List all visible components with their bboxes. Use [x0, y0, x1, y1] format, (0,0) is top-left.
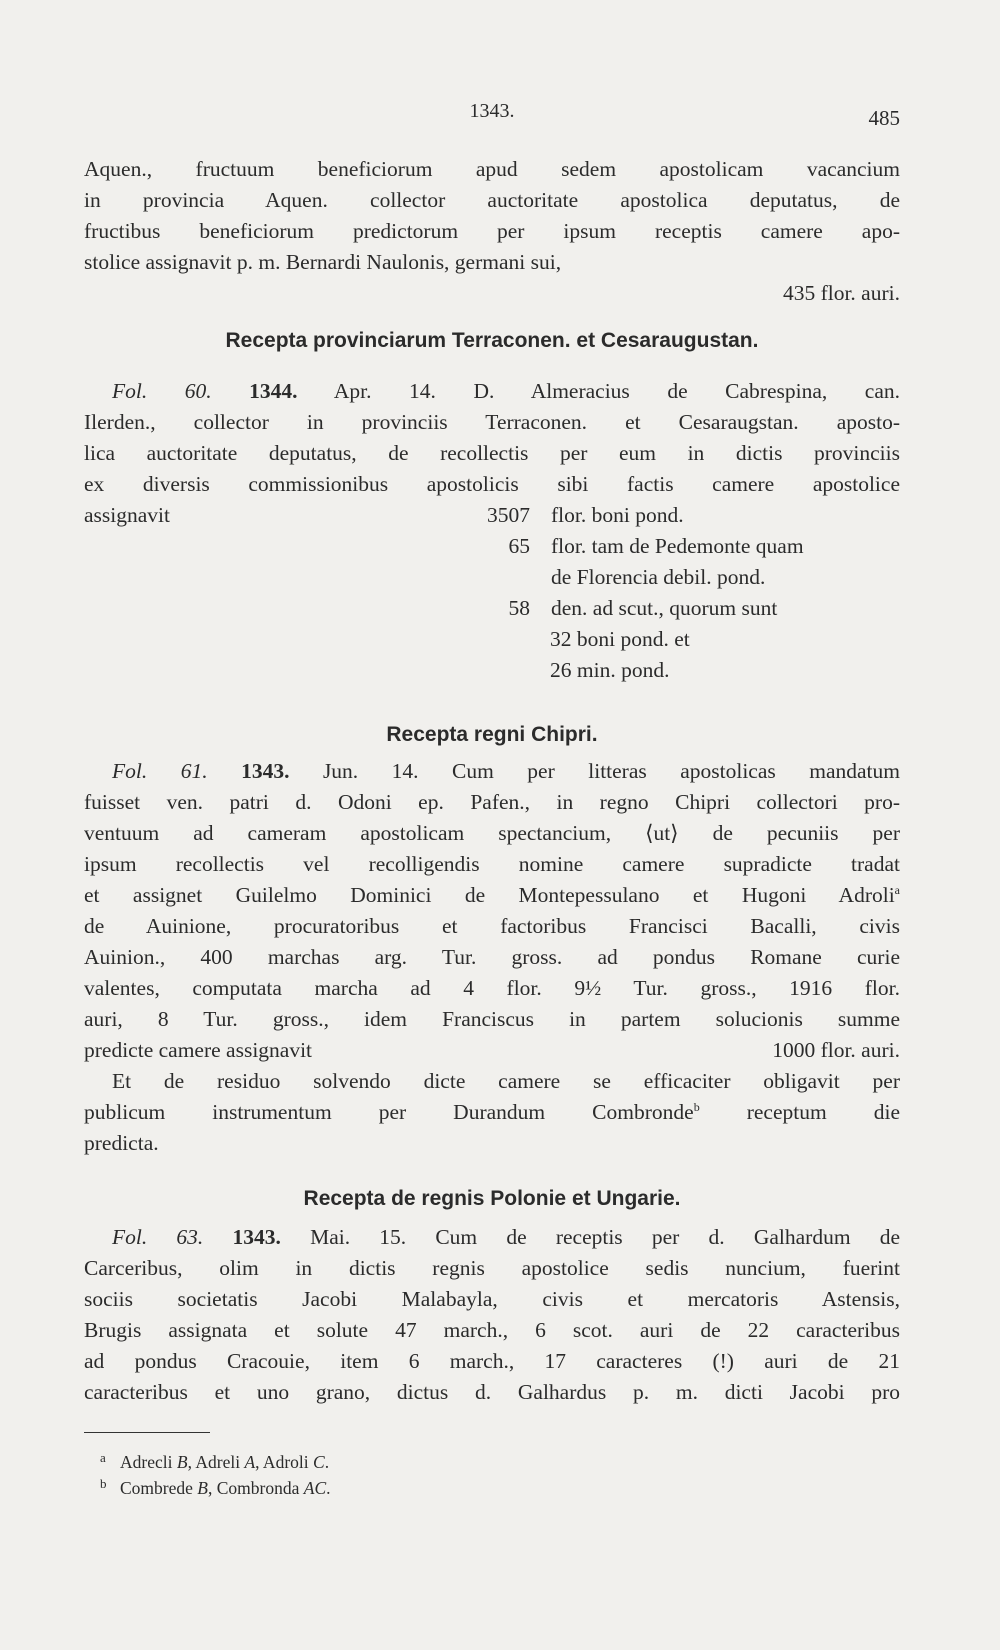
text-line: auri, 8 Tur. gross., idem Franciscus in partem solucionis summe	[84, 1007, 900, 1031]
text-segment: predicte camere assignavit	[84, 1038, 313, 1062]
text-line: ventuum ad cameram apostolicam spectancium, ⟨ut⟩ de pecuniis per	[84, 821, 900, 845]
text-line: ipsum recollectis vel recolligendis nomine camere supradicte tradat	[84, 852, 900, 876]
folio-ref: Fol. 61.	[112, 759, 208, 783]
amount-text: flor. tam de Pedemonte quam	[551, 534, 804, 558]
footnote-text: Adrecli	[120, 1452, 177, 1472]
entry-fol-63	[84, 1222, 900, 1408]
amount-text: de Florencia debil. pond.	[551, 565, 766, 589]
amount-line: 435 flor. auri.	[782, 281, 900, 305]
text-line: fructibus beneficiorum predictorum per ipsum receptis camere apo-	[84, 219, 900, 243]
footnote-mark: b	[693, 1099, 700, 1114]
entry-text: Jun. 14. Cum per litteras apostolicas mandatum	[322, 759, 900, 783]
footnote-marker: b	[100, 1476, 107, 1491]
running-header	[84, 100, 900, 130]
entry-first-line	[84, 756, 900, 787]
amount-number: 65	[508, 534, 530, 558]
header-year: 1343.	[469, 100, 515, 122]
siglum: C	[313, 1452, 325, 1472]
footnote-text: , Adroli	[255, 1452, 313, 1472]
page-number: 485	[868, 106, 900, 130]
text-line: predicta.	[84, 1131, 159, 1155]
text-line: fuisset ven. patri d. Odoni ep. Pafen., in regno Chipri collectori pro-	[84, 790, 900, 814]
entry-first-line	[84, 376, 900, 407]
footnote-rule	[84, 1432, 210, 1433]
paragraph-aquen	[84, 154, 900, 309]
text-line	[84, 880, 900, 911]
amount-text: den. ad scut., quorum sunt	[551, 596, 778, 620]
amount-row	[84, 655, 900, 686]
footnote-text: .	[324, 1452, 330, 1472]
amount-number: 58	[508, 596, 530, 620]
text-line: Et de residuo solvendo dicte camere se efficaciter obligavit per	[112, 1069, 900, 1093]
amount-number: 3507	[487, 503, 530, 527]
text-line: in provincia Aquen. collector auctoritate apostolica deputatus, de	[84, 188, 900, 212]
text-line: Ilerden., collector in provinciis Terraconen. et Cesaraugstan. aposto-	[84, 410, 900, 434]
amount-table	[84, 500, 900, 690]
text-line: Aquen., fructuum beneficiorum apud sedem apostolicam vacancium	[84, 157, 900, 181]
text-line: caracteribus et uno grano, dictus d. Galhardus p. m. dicti Jacobi pro	[84, 1380, 900, 1404]
amount-total: 1000 flor. auri.	[772, 1038, 900, 1062]
section-heading: Recepta provinciarum Terraconen. et Cesaraugustan.	[225, 329, 759, 352]
entry-year: 1344.	[249, 379, 298, 403]
text-line: lica auctoritate deputatus, de recollectis per eum in dictis provinciis	[84, 441, 900, 465]
footnote-mark: a	[894, 882, 900, 897]
assign-word: assignavit	[84, 503, 170, 527]
entry-first-line	[84, 1222, 900, 1253]
entry-text: Apr. 14. D. Almeracius de Cabrespina, can.	[333, 379, 900, 403]
entry-fol-61	[84, 756, 900, 1159]
siglum: A	[244, 1452, 256, 1472]
folio-ref: Fol. 60.	[112, 379, 212, 403]
footnote-text: , Adreli	[187, 1452, 245, 1472]
section-heading: Recepta de regnis Polonie et Ungarie.	[303, 1187, 681, 1210]
text-line: sociis societatis Jacobi Malabayla, civis et mercatoris Astensis,	[84, 1287, 900, 1311]
sub-amount: 26 min. pond.	[550, 658, 670, 682]
text-line: de Auinione, procuratoribus et factoribus Francisci Bacalli, civis	[84, 914, 900, 938]
text-line: Brugis assignata et solute 47 march., 6 scot. auri de 22 caracteribus	[84, 1318, 900, 1342]
text-line: stolice assignavit p. m. Bernardi Naulonis, germani sui,	[84, 250, 562, 274]
text-line: ex diversis commissionibus apostolicis sibi factis camere apostolice	[84, 472, 900, 496]
amount-row	[84, 624, 900, 655]
amount-row	[84, 593, 900, 624]
footnote-text: Combrede	[120, 1478, 198, 1498]
siglum: B	[176, 1452, 188, 1472]
footnote-text: .	[326, 1478, 331, 1498]
text-line: Carceribus, olim in dictis regnis apostolice sedis nuncium, fuerint	[84, 1256, 900, 1280]
text-line: valentes, computata marcha ad 4 flor. 9½ Tur. gross., 1916 flor.	[84, 976, 900, 1000]
sub-amount: 32 boni pond. et	[550, 627, 690, 651]
text-line	[84, 1035, 900, 1066]
siglum: AC	[303, 1478, 327, 1498]
folio-ref: Fol. 63.	[112, 1225, 204, 1249]
footnote-text: , Combronda	[207, 1478, 304, 1498]
text-segment: receptum die	[699, 1100, 900, 1124]
amount-row	[84, 562, 900, 593]
footnote-a	[100, 1450, 330, 1474]
entry-text: Mai. 15. Cum de receptis per d. Galhardum de	[310, 1225, 900, 1249]
text-line: ad pondus Cracouie, item 6 march., 17 caracteres (!) auri de 21	[84, 1349, 900, 1373]
entry-year: 1343.	[241, 759, 290, 783]
entry-fol-60	[84, 376, 900, 500]
footnote-marker: a	[100, 1450, 106, 1465]
entry-year: 1343.	[232, 1225, 281, 1249]
text-segment: publicum instrumentum per Durandum Combronde	[84, 1100, 694, 1124]
siglum: B	[197, 1478, 208, 1498]
footnote-b	[100, 1476, 331, 1500]
amount-text: flor. boni pond.	[551, 503, 684, 527]
amount-row	[84, 500, 900, 531]
section-heading: Recepta regni Chipri.	[386, 723, 598, 746]
text-segment: et assignet Guilelmo Dominici de Montepessulano et Hugoni Adroli	[84, 883, 895, 907]
text-line	[84, 1097, 900, 1128]
text-line: Auinion., 400 marchas arg. Tur. gross. ad pondus Romane curie	[84, 945, 900, 969]
amount-row	[84, 531, 900, 562]
